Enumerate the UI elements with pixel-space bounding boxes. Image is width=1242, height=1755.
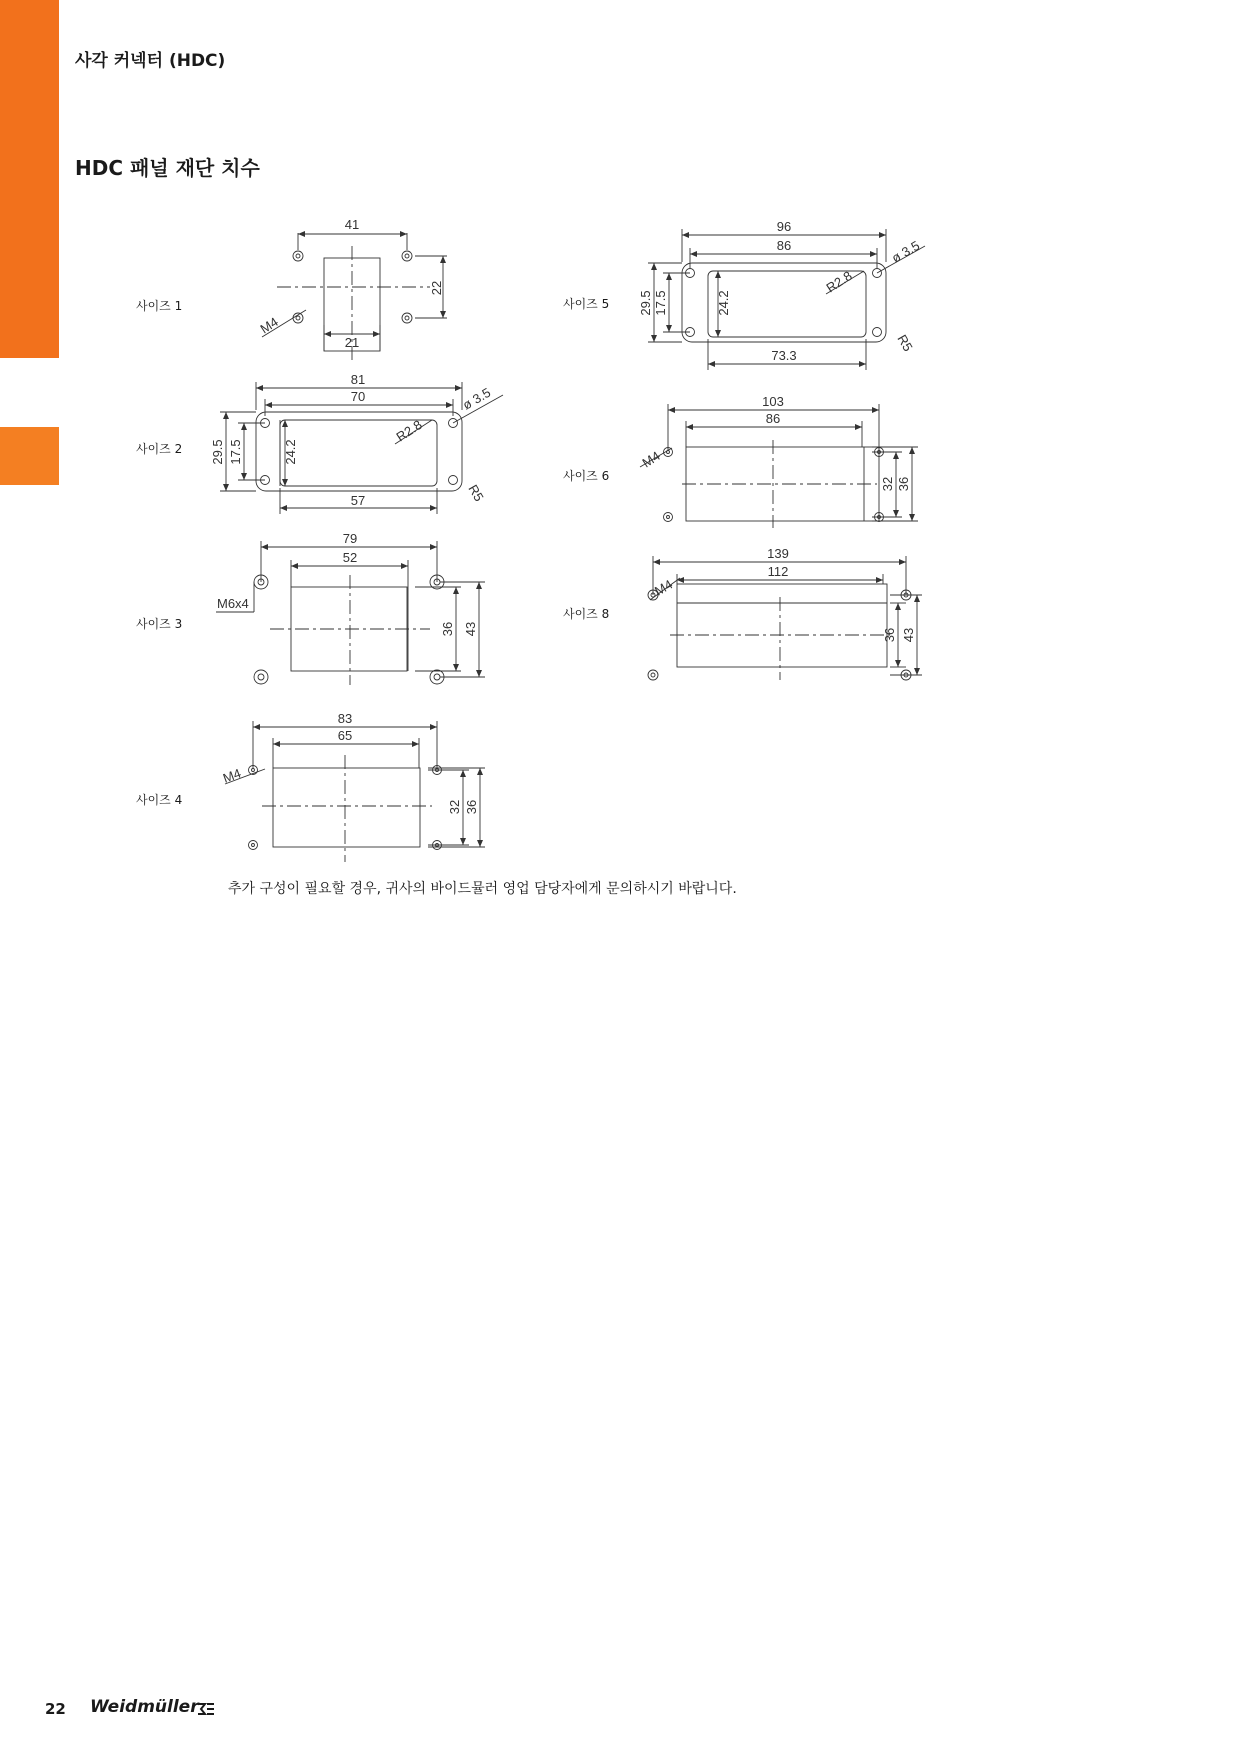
size-3-label: 사이즈 3 — [136, 617, 183, 631]
size-6-dim-inner-w: 86 — [765, 411, 781, 426]
size-2-dim-inner-w: 57 — [350, 493, 366, 508]
size-5-dim-outer-w: 96 — [776, 219, 792, 234]
size-6-dim-h1: 32 — [880, 476, 895, 492]
size-5-label: 사이즈 5 — [563, 297, 610, 311]
page-number: 22 — [45, 1700, 66, 1718]
size-8-thread: M4 — [652, 576, 676, 599]
size-6-dim-outer-w: 103 — [762, 394, 784, 409]
size-5-hole: ø 3.5 — [889, 237, 923, 266]
size-8-dim-inner-w: 112 — [767, 564, 789, 579]
size-8-dim-h1: 36 — [882, 627, 897, 643]
size-4-dim-h2: 36 — [464, 799, 479, 815]
size-5-dim-h3: 24.2 — [716, 290, 731, 316]
size-8-dim-h2: 43 — [901, 627, 916, 643]
size-4-thread: M4 — [220, 765, 243, 786]
size-5-dim-mid-w: 86 — [776, 238, 792, 253]
page-title: HDC 패널 재단 치수 — [75, 156, 260, 180]
size-8-label: 사이즈 8 — [563, 607, 610, 621]
contact-note: 추가 구성이 필요할 경우, 귀사의 바이드뮬러 영업 담당자에게 문의하시기 바랍니다. — [228, 881, 737, 897]
size-2-dim-h3: 24.2 — [283, 439, 298, 465]
brand-logo-text: Weidmüller — [90, 1697, 199, 1717]
size-4-label: 사이즈 4 — [136, 793, 183, 807]
size-1-thread: M4 — [257, 314, 281, 337]
size-5-corner: R5 — [894, 332, 916, 354]
section-title: 사각 커넥터 (HDC) — [75, 51, 226, 71]
size-2-dim-h1: 29.5 — [210, 439, 225, 465]
size-8-dim-outer-w: 139 — [767, 546, 789, 561]
size-4-dim-outer-w: 83 — [337, 711, 353, 726]
size-5-dim-h2: 17.5 — [653, 290, 668, 316]
size-5-dim-h1: 29.5 — [638, 290, 653, 316]
size-3-thread: M6x4 — [217, 596, 249, 611]
size-3-dim-h2: 43 — [463, 621, 478, 637]
size-2-dim-h2: 17.5 — [228, 439, 243, 465]
size-2-dim-outer-w: 81 — [350, 372, 366, 387]
size-1-label: 사이즈 1 — [136, 299, 183, 313]
size-2-label: 사이즈 2 — [136, 442, 183, 456]
size-6-label: 사이즈 6 — [563, 469, 610, 483]
size-2-hole: ø 3.5 — [460, 384, 494, 413]
size-3-dim-inner-w: 52 — [342, 550, 358, 565]
size-1-dim-height: 22 — [429, 280, 444, 296]
size-1-dim-outer-w: 41 — [344, 217, 360, 232]
size-4-drawing — [225, 721, 485, 862]
size-2-corner: R5 — [465, 482, 487, 504]
size-3-dim-h1: 36 — [440, 621, 455, 637]
weidmuller-logo-icon — [196, 1701, 216, 1717]
size-6-thread: M4 — [639, 448, 663, 471]
size-5-radius: R2.8 — [823, 267, 855, 296]
size-4-dim-h1: 32 — [447, 799, 462, 815]
size-1-dim-inner-w: 21 — [344, 335, 360, 350]
size-6-dim-h2: 36 — [896, 476, 911, 492]
size-2-dim-mid-w: 70 — [350, 389, 366, 404]
size-4-dim-inner-w: 65 — [337, 728, 353, 743]
size-2-radius: R2.8 — [393, 416, 425, 445]
size-3-dim-outer-w: 79 — [342, 531, 358, 546]
size-5-dim-inner-w: 73.3 — [771, 348, 797, 363]
